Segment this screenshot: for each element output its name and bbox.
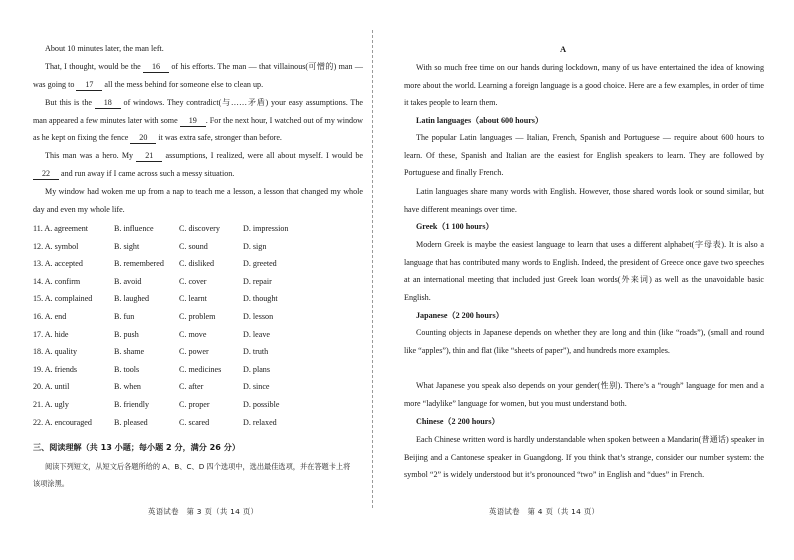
section-heading: Chinese（2 200 hours） — [416, 417, 500, 426]
option-a[interactable]: 17. A. hide — [33, 329, 69, 339]
section-heading: Greek（1 100 hours） — [416, 222, 494, 231]
paragraph: Modern Greek is maybe the easiest language to learn that uses a different alphabet(字母表). It is also a language that has contributed many words to English. Indeed, the president of Greece once gave two speeches at an international meeting that included just Greek loan words(外来词) as well as the unavoidable basic English. — [404, 240, 764, 302]
paragraph: My window had woken me up from a nap to teach me a lesson, a lesson that changed my whole day and even my whole life. — [33, 187, 363, 214]
blank-17: 17 — [76, 80, 102, 91]
paragraph: But this is the 18 of windows. They contradict(与……矛盾) your easy assumptions. The man appeared a few minutes later with some 19 . For the next hour, I watched out of my window as he kept on fixing the fence 20 it was extra safe, stronger than before. — [33, 98, 363, 143]
option-c[interactable]: C. sound — [179, 241, 208, 251]
option-d[interactable]: D. thought — [243, 294, 278, 304]
options-table — [33, 220, 363, 431]
option-b[interactable]: B. friendly — [114, 399, 150, 409]
blank-18: 18 — [95, 98, 121, 109]
option-row — [33, 255, 363, 273]
option-a[interactable]: 18. A. quality — [33, 347, 78, 357]
paragraph: That, I thought, would be the 16 of his efforts. The man — that villainous(可憎的) man — was going to 17 all the mess behind for someone else to clean up. — [33, 62, 363, 89]
option-d[interactable]: D. leave — [243, 329, 270, 339]
option-a[interactable]: 16. A. end — [33, 311, 67, 321]
option-row — [33, 273, 363, 291]
passage-label: A — [560, 44, 567, 54]
left-page — [0, 0, 395, 560]
option-a[interactable]: 12. A. symbol — [33, 241, 79, 251]
option-b[interactable]: B. shame — [114, 347, 145, 357]
paragraph: Counting objects in Japanese depends on whether they are long and thin (like “roads”), (small and round like “apples”), thin and flat (like “sheets of paper”), and hundreds more examples. — [404, 328, 764, 355]
option-row — [33, 326, 363, 344]
option-c[interactable]: C. cover — [179, 276, 207, 286]
section-heading: Latin languages（about 600 hours） — [416, 116, 544, 125]
option-d[interactable]: D. impression — [243, 224, 289, 233]
section-title: 三、阅读理解（共 13 小题；每小题 2 分，满分 26 分） — [33, 442, 240, 452]
option-c[interactable]: C. discovery — [179, 224, 220, 233]
paragraph: Each Chinese written word is hardly understandable when spoken between a Mandarin(普通话) speaker in Beijing and a Cantonese speaker in Guangdong. If you think that’s strange, consider our number system: the symbol “2” is widely understood but it’s pronounced “two” in English and “dues” in French. — [404, 435, 764, 480]
option-row — [33, 396, 363, 414]
option-c[interactable]: C. power — [179, 347, 209, 357]
blank-21: 21 — [136, 151, 162, 162]
option-c[interactable]: C. after — [179, 382, 204, 392]
paragraph: Latin languages share many words with English. However, those shared words look or sound similar, but have different meanings over time. — [404, 187, 764, 214]
option-a[interactable]: 21. A. ugly — [33, 399, 69, 409]
option-a[interactable]: 20. A. until — [33, 382, 70, 392]
option-b[interactable]: B. remembered — [114, 259, 164, 269]
option-a[interactable]: 11. A. agreement — [33, 224, 88, 233]
option-d[interactable]: D. greeted — [243, 259, 277, 269]
blank-22: 22 — [33, 169, 59, 180]
option-b[interactable]: B. pleased — [114, 417, 148, 427]
option-row — [33, 220, 363, 238]
option-row — [33, 308, 363, 326]
option-d[interactable]: D. plans — [243, 364, 270, 374]
option-d[interactable]: D. sign — [243, 241, 267, 251]
option-c[interactable]: C. move — [179, 329, 207, 339]
page-divider — [372, 30, 373, 508]
option-a[interactable]: 14. A. confirm — [33, 276, 81, 286]
option-c[interactable]: C. problem — [179, 311, 216, 321]
blank-20: 20 — [130, 133, 156, 144]
option-d[interactable]: D. truth — [243, 347, 269, 357]
paragraph: The popular Latin languages — Italian, French, Spanish and Portuguese — require about 600 hours to learn. Of these, Spanish and Italian are the easiest for English speakers to learn. They are followed by Portuguese and finally French. — [404, 133, 764, 178]
option-row — [33, 343, 363, 361]
page-footer: 英语试卷 第 4 页（共 14 页） — [489, 507, 600, 516]
option-row — [33, 290, 363, 308]
option-c[interactable]: C. medicines — [179, 364, 222, 374]
option-d[interactable]: D. possible — [243, 399, 280, 409]
option-d[interactable]: D. lesson — [243, 311, 274, 321]
page-footer: 英语试卷 第 3 页（共 14 页） — [148, 507, 259, 516]
paragraph: With so much free time on our hands during lockdown, many of us have entertained the idea of knowing more about the world. Learning a foreign language is a good choice. Here are a few examples, in order of time it takes people to learn them. — [404, 63, 764, 108]
option-c[interactable]: C. scared — [179, 417, 210, 427]
option-d[interactable]: D. relaxed — [243, 417, 277, 427]
option-c[interactable]: C. proper — [179, 399, 210, 409]
option-b[interactable]: B. push — [114, 329, 139, 339]
option-b[interactable]: B. tools — [114, 364, 140, 374]
option-b[interactable]: B. avoid — [114, 276, 142, 286]
option-b[interactable]: B. sight — [114, 241, 140, 251]
paragraph: This man was a hero. My 21 assumptions, I realized, were all about myself. I would be 22 and run away if I came across such a messy situation. — [33, 147, 363, 182]
option-row — [33, 238, 363, 256]
option-a[interactable]: 22. A. encouraged — [33, 417, 92, 427]
option-c[interactable]: C. learnt — [179, 294, 207, 304]
section-heading: Japanese（2 200 hours） — [416, 311, 504, 320]
option-a[interactable]: 19. A. friends — [33, 364, 78, 374]
option-a[interactable]: 13. A. accepted — [33, 259, 83, 269]
instructions: 阅读下列短文，从短文后各题所给的 A、B、C、D 四个选项中，选出最佳选项，并在答题卡上将该项涂黑。 — [33, 462, 351, 488]
option-b[interactable]: B. influence — [114, 224, 154, 233]
blank-19: 19 — [180, 116, 206, 127]
paragraph: About 10 minutes later, the man left. — [45, 44, 164, 53]
option-row — [33, 378, 363, 396]
option-b[interactable]: B. laughed — [114, 294, 150, 304]
blank-16: 16 — [143, 62, 169, 73]
option-d[interactable]: D. since — [243, 382, 270, 392]
paragraph: What Japanese you speak also depends on your gender(性别). There’s a “rough” language for men and a more “ladylike” language for women, but you must understand both. — [404, 381, 764, 408]
option-row — [33, 414, 363, 432]
option-row — [33, 361, 363, 379]
option-a[interactable]: 15. A. complained — [33, 294, 93, 304]
option-d[interactable]: D. repair — [243, 276, 272, 286]
option-b[interactable]: B. fun — [114, 311, 135, 321]
option-b[interactable]: B. when — [114, 382, 141, 392]
option-c[interactable]: C. disliked — [179, 259, 215, 269]
